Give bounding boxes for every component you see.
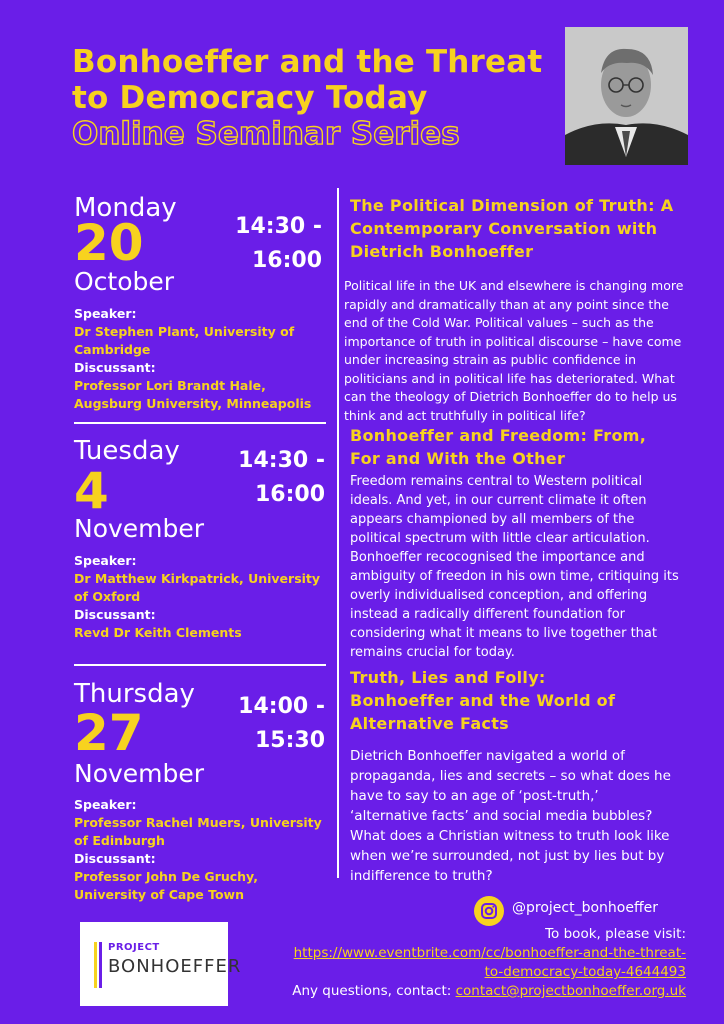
page-subtitle: Online Seminar Series <box>72 116 460 152</box>
title-line-2: to Democracy Today <box>72 80 428 116</box>
event-3-discussant: Professor John De Gruchy, University of Cape Town <box>74 869 258 902</box>
event-1-time-start: 14:30 - <box>235 214 322 239</box>
event-1-month: October <box>74 267 175 296</box>
event-1-day: Monday <box>74 193 177 223</box>
book-text: To book, please visit: <box>545 926 686 942</box>
project-bonhoeffer-logo <box>80 922 242 1006</box>
event-3-time <box>210 690 325 758</box>
event-3-info <box>74 796 334 904</box>
event-divider <box>74 422 326 424</box>
talk-2-title: Bonhoeffer and Freedom: From, For and With the Other <box>350 426 647 468</box>
event-1-discussant: Professor Lori Brandt Hale, Augsburg University, Minneapolis <box>74 378 312 411</box>
event-3-month: November <box>74 759 205 788</box>
logo-line-1: PROJECT <box>108 942 160 953</box>
event-2-discussant: Revd Dr Keith Clements <box>74 625 242 640</box>
discussant-label: Discussant: <box>74 607 156 622</box>
event-2-time-end: 16:00 <box>254 482 325 507</box>
talk-1-body: Political life in the UK and elsewhere is changing more rapidly and dramatically than at any point since the end of the Cold War. Political values – such as the importance of truth in political discourse – have come under increasing strain as public confidence in politicians and in political life has deteriorated. What can the theology of Dietrich Bonhoeffer do to help us think and act truthfully in political life? <box>344 278 684 423</box>
speaker-label: Speaker: <box>74 553 137 568</box>
talk-3-title: Truth, Lies and Folly: Bonhoeffer and the World of Alternative Facts <box>350 668 616 733</box>
event-1-speaker: Dr Stephen Plant, University of Cambridge <box>74 324 295 357</box>
talk-3-body: Dietrich Bonhoeffer navigated a world of propaganda, lies and secrets – so what does he have to say to an age of ‘post-truth,’ ‘alternative facts’ and social media bubbles? What does a Christian witness to truth look like when we’re surrounded, not just by lies but by indifference to truth? <box>350 748 671 884</box>
instagram-handle[interactable]: @project_bonhoeffer <box>512 900 658 916</box>
event-3-day: Thursday <box>74 679 195 709</box>
contact-text: Any questions, contact: <box>292 983 452 999</box>
event-2-day: Tuesday <box>74 436 180 466</box>
event-1-time-end: 16:00 <box>251 248 322 273</box>
event-divider <box>74 664 326 666</box>
logo-line-2: BONHOEFFER <box>108 956 242 977</box>
instagram-icon <box>474 896 504 926</box>
event-1-time <box>210 210 322 278</box>
title-line-1: Bonhoeffer and the Threat <box>72 44 543 80</box>
booking-link-line-2[interactable]: to-democracy-today-4644493 <box>484 964 686 980</box>
talk-1-title: The Political Dimension of Truth: A Contemporary Conversation with Dietrich Bonhoeffer <box>350 196 674 261</box>
discussant-label: Discussant: <box>74 360 156 375</box>
contact-row <box>292 982 686 1001</box>
event-2-time <box>210 444 325 512</box>
event-2-info <box>74 552 334 642</box>
contact-email-link[interactable]: contact@projectbonhoeffer.org.uk <box>455 983 686 999</box>
booking-info <box>292 925 686 1001</box>
logo-bar-yellow <box>94 942 97 988</box>
event-3-time-end: 15:30 <box>254 728 325 753</box>
speaker-label: Speaker: <box>74 306 137 321</box>
discussant-label: Discussant: <box>74 851 156 866</box>
logo-bar-purple <box>99 942 102 988</box>
column-divider <box>337 188 339 878</box>
talk-2-body: Freedom remains central to Western political ideals. And yet, in our current climate it often appears championed by all members of the political spectrum with little clear articulation. Bonhoeffer recocognised the importance and ambiguity of freedon in his own time, critiquing its overly individualised conception, and offering instead a radically different foundation for considering what it means to live together that remains crucial for today. <box>350 474 679 660</box>
event-3-date: 27 <box>74 704 144 762</box>
event-2-speaker: Dr Matthew Kirkpatrick, University of Oxford <box>74 571 321 604</box>
event-2-time-start: 14:30 - <box>238 448 325 473</box>
event-3-speaker: Professor Rachel Muers, University of Edinburgh <box>74 815 322 848</box>
event-1-date: 20 <box>74 214 144 272</box>
event-2-month: November <box>74 514 205 543</box>
speaker-label: Speaker: <box>74 797 137 812</box>
event-2-date: 4 <box>74 462 109 520</box>
booking-link-line-1[interactable]: https://www.eventbrite.com/cc/bonhoeffer-and-the-threat- <box>293 945 686 961</box>
event-3-time-start: 14:00 - <box>238 694 325 719</box>
portrait-photo <box>565 27 688 165</box>
page-title <box>72 44 572 116</box>
event-1-info <box>74 305 334 413</box>
